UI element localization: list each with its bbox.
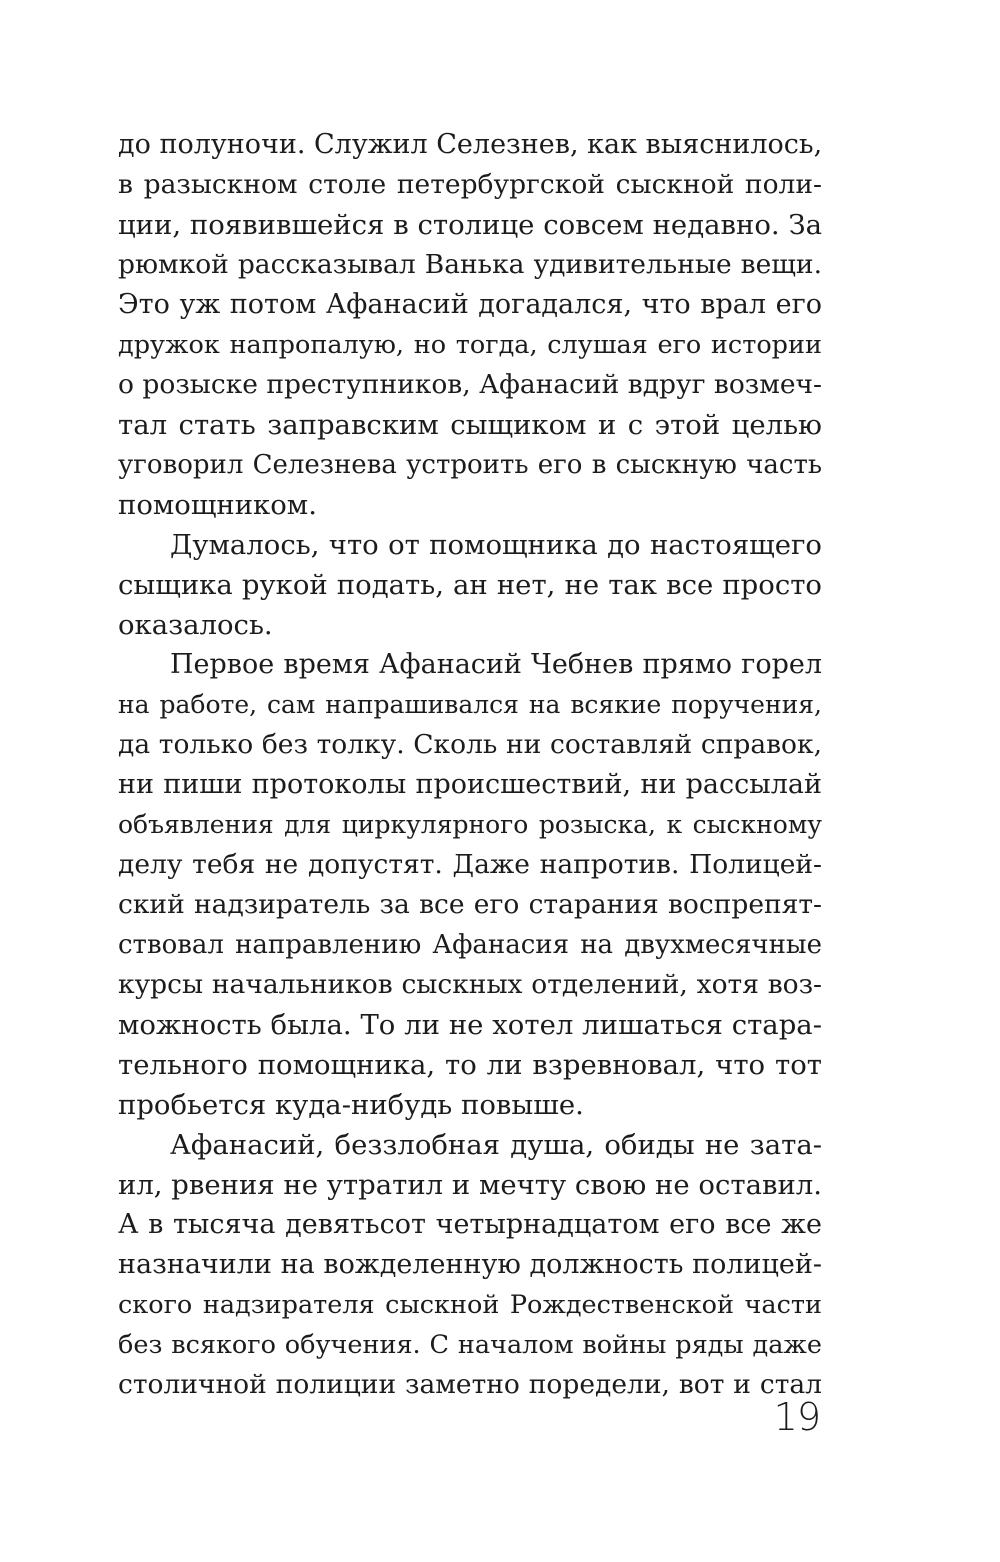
- text-line: объявления для циркулярного розыска, к сыскному: [118, 810, 822, 839]
- text-line: ского надзирателя сыскной Рождественской части: [118, 1290, 822, 1320]
- text-line: помощником.: [118, 489, 317, 521]
- paragraph-start-line: Афанасий, беззлобная душа, обиды не зата-: [170, 1129, 822, 1161]
- text-line: можность была. То ли не хотел лишаться стара-: [118, 1009, 822, 1041]
- text-line: на работе, сам напрашивался на всякие поручения,: [118, 690, 822, 719]
- text-line: ни пиши протоколы происшествий, ни рассылай: [118, 769, 822, 800]
- text-line: пробьется куда-нибудь повыше.: [118, 1089, 584, 1121]
- text-line: до полуночи. Служил Селезнев, как выяснилось,: [118, 129, 822, 160]
- text-line: рюмкой рассказывал Ванька удивительные вещи.: [118, 249, 822, 280]
- text-line: А в тысяча девятьсот четырнадцатом его все же: [118, 1209, 822, 1240]
- text-line: уговорил Селезнева устроить его в сыскную часть: [118, 450, 822, 480]
- paragraph-start-line: Думалось, что от помощника до настоящего: [170, 529, 822, 561]
- text-line: ил, рвения не утратил и мечту свою не оставил.: [118, 1169, 822, 1201]
- text-line: ский надзиратель за все его старания воспрепят-: [118, 889, 822, 920]
- paragraph-start-line: Первое время Афанасий Чебнев прямо горел: [170, 649, 822, 680]
- page-number: 19: [773, 1395, 820, 1439]
- text-line: столичной полиции заметно поредели, вот и стал: [118, 1369, 822, 1400]
- text-line: ции, появившейся в столице совсем недавно. За: [118, 209, 822, 241]
- text-line: без всякого обучения. С началом войны ряды даже: [118, 1330, 822, 1360]
- text-line: назначили на вожделенную должность полицей-: [118, 1249, 822, 1280]
- text-line: дружок напропалую, но тогда, слушая его истории: [118, 330, 822, 360]
- text-line: тал стать заправским сыщиком и с этой целью: [118, 409, 822, 441]
- text-line: Это уж потом Афанасий догадался, что врал его: [118, 289, 822, 320]
- text-line: делу тебя не допустят. Даже напротив. Полицей-: [118, 849, 822, 880]
- text-line: оказалось.: [118, 609, 273, 641]
- text-line: сыщика рукой подать, ан нет, не так все просто: [118, 569, 822, 601]
- text-line: да только без толку. Сколь ни составляй справок,: [118, 729, 822, 760]
- text-line: о розыске преступников, Афанасий вдруг возмеч-: [118, 369, 822, 400]
- text-line: тельного помощника, то ли взревновал, что тот: [118, 1049, 822, 1081]
- text-line: ствовал направлению Афанасия на двухмесячные: [118, 930, 822, 960]
- body-text: [118, 125, 822, 1405]
- text-line: в разыскном столе петербургской сыскной поли-: [118, 169, 822, 200]
- text-line: курсы начальников сыскных отделений, хотя воз-: [118, 969, 822, 1000]
